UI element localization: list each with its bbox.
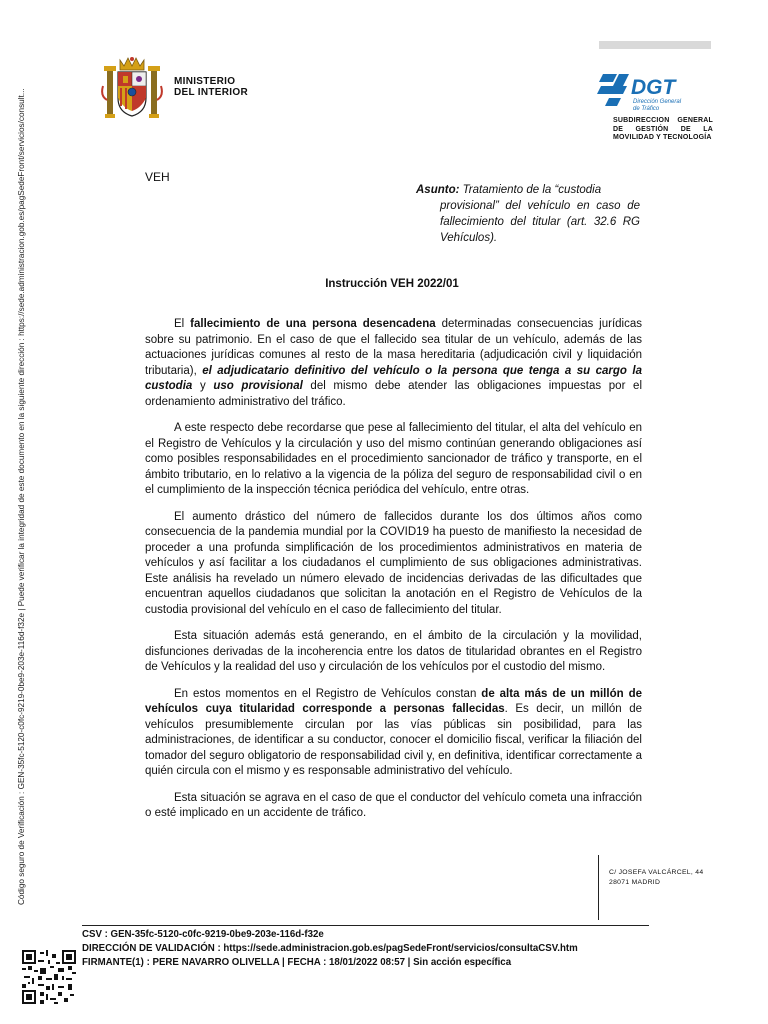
ministry-name <box>174 76 248 98</box>
paragraph-4: Esta situación además está generando, en el ámbito de la circulación y la movilidad, disfunciones derivadas de la incoherencia entre los datos de titularidad obrantes en el Registro de Vehículos y la realidad del uso y circulación de los vehículos por el custodio del mismo. <box>145 630 642 673</box>
document-ref: VEH <box>145 170 170 184</box>
paragraph-1: El fallecimiento de una persona desencadena determinadas consecuencias jurídicas sobre su patrimonio. En el caso de que el fallecido sea titular de un vehículo, además de las actuaciones jurídicas comunes al resto de la masa hereditaria (adjudicación civil y liquidación tributaria), el adjudicatario definitivo del vehículo o la persona que tenga a su cargo la custodia y uso provisional del mismo debe atender las obligaciones impuestas por el ordenamiento administrativo del tráfico. <box>145 318 642 408</box>
paragraph-2: A este respecto debe recordarse que pese al fallecimiento del titular, el alta del vehículo en el Registro de Vehículos y la circulación y uso del mismo continúan generando obligaciones así como posibles responsabilidades en el procedimiento sancionador de tráfico y transporte, en el ámbito tributario, en lo relativo a la vigencia de la póliza del seguro de responsabilidad civil o en el cumplimiento de la inspección técnica periódica del vehículo, entre otras. <box>145 422 642 496</box>
ministry-line-1: MINISTERIO <box>174 76 236 87</box>
paragraph-6: Esta situación se agrava en el caso de que el conductor del vehículo cometa una infracción o esté implicado en un accidente de tráfico. <box>145 791 642 819</box>
top-gray-bar <box>599 41 711 49</box>
validation-url[interactable]: DIRECCIÓN DE VALIDACIÓN : https://sede.administracion.gob.es/pagSedeFront/servicios/consultaCSV.htm <box>82 943 578 954</box>
dgt-logo-text: DGT <box>631 76 676 99</box>
asunto-line-1: Tratamiento de la “custodia <box>462 184 602 196</box>
footer-divider <box>82 925 649 926</box>
qr-code <box>22 950 76 1004</box>
paragraph-5: En estos momentos en el Registro de Vehículos constan de alta más de un millón de vehículos cuya titularidad corresponde a personas fallecidas. Es decir, un millón de vehículos presumiblemente circulan por las vías públicas sin posibilidad, para las administraciones, de identificar a su conductor, conocer el domicilio fiscal, verificar la filiación del tomador del seguro obligatorio de responsabilidad civil y, en definitiva, identificar correctamente a quién circula con el mismo y es responsable administrativo del vehículo. <box>145 687 642 777</box>
dgt-logo <box>597 68 697 113</box>
asunto-block <box>416 182 640 246</box>
asunto-rest: provisional” del vehículo en caso de fallecimiento del titular (art. 32.6 RG Vehículos). <box>440 200 640 244</box>
subdireccion-label: SUBDIRECCION GENERAL DE GESTIÓN DE LA MOVILIDAD Y TECNOLOGÍA <box>613 117 713 141</box>
paragraph-3: El aumento drástico del número de fallecidos durante los dos últimos años como consecuencia de la pandemia mundial por la COVID19 ha puesto de manifiesto la necesidad de proceder a una profunda simplificación de los procedimientos administrativos en materia de vehículos y así facilitar a los ciudadanos el cumplimiento de sus obligaciones administrativas. Este análisis ha revelado un número elevado de incidencias derivadas de las dificultades que encuentran aquellos ciudadanos que solicitan la anotación en el Registro de Vehículos de la custodia provisional del vehículo en el caso de fallecimiento del titular. <box>145 510 642 616</box>
document-body <box>145 317 642 833</box>
signature-footer <box>82 928 578 970</box>
instruction-title: Instrucción VEH 2022/01 <box>325 278 459 290</box>
csv-code: CSV : GEN-35fc-5120-c0fc-9219-0be9-203e-116d-f32e <box>82 929 324 940</box>
address-block <box>609 868 703 888</box>
ministry-line-2: DEL INTERIOR <box>174 87 248 98</box>
address-line-2: 28071 MADRID <box>609 879 661 886</box>
verification-side-text: Código seguro de Verificación : GEN-35fc-5120-c0fc-9219-0be9-203e-116d-f32e | Puede verificar la integridad de este documento en la siguiente dirección : https://sede.administracion.gob.es/pagSedeFront/servicios/consult... <box>17 88 26 905</box>
asunto-label: Asunto: <box>416 184 460 196</box>
coat-of-arms-logo <box>101 56 163 122</box>
dgt-logo-sub2: de Tráfico <box>633 106 660 112</box>
address-divider <box>598 855 599 920</box>
dgt-logo-sub1: Dirección General <box>633 99 682 105</box>
address-line-1: C/ JOSEFA VALCÁRCEL, 44 <box>609 869 704 876</box>
signer-info: FIRMANTE(1) : PERE NAVARRO OLIVELLA | FECHA : 18/01/2022 08:57 | Sin acción específica <box>82 957 512 968</box>
